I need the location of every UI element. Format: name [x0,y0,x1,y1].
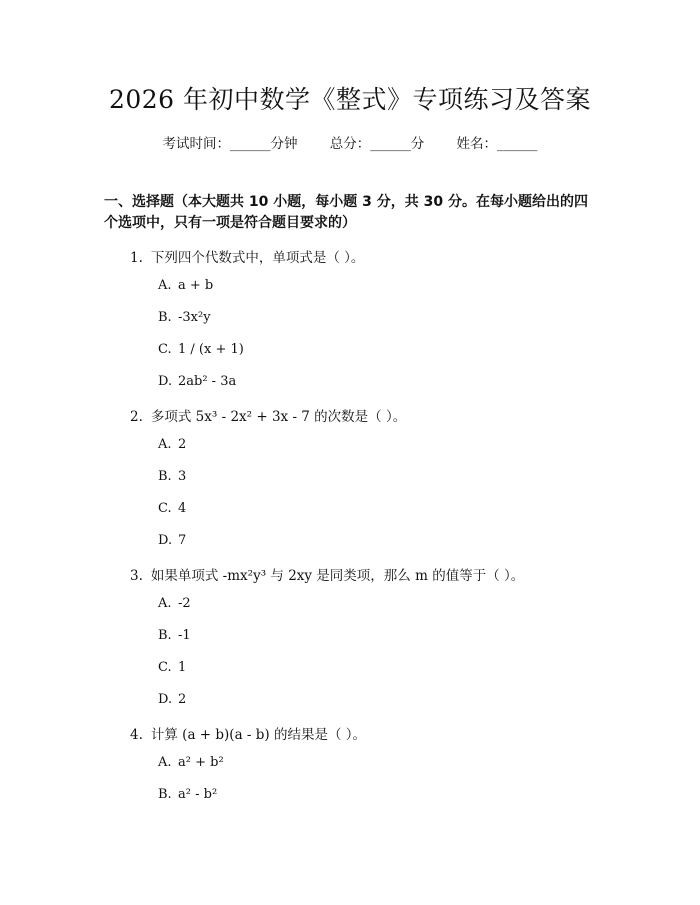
option-letter: B. [158,310,172,325]
question-2-option-b [158,469,186,484]
question-text: 多项式 5x³ - 2x² + 3x - 7 的次数是（ ）。 [150,409,407,425]
question-number: 1. [130,250,143,266]
option-letter: C. [158,660,172,675]
section-heading: 一、选择题（本大题共 10 小题，每小题 3 分，共 30 分。在每小题给出的四个选项中，只有一项是符合题目要求的） [104,194,588,231]
question-4 [130,723,366,743]
question-1-option-a [158,278,213,293]
option-letter: A. [158,755,172,770]
question-2-option-c [158,501,186,516]
option-letter: C. [158,342,172,357]
option-text: 7 [178,533,187,548]
question-3 [130,564,524,584]
option-text: 1 [178,660,187,675]
option-letter: A. [158,278,172,293]
option-text: 3 [178,469,187,484]
question-2-option-d [158,533,186,548]
option-text: 2ab² - 3a [178,374,237,389]
question-2-option-a [158,437,186,452]
question-text: 下列四个代数式中，单项式是（ ）。 [150,250,365,266]
name-field: 姓名：______ [456,136,538,152]
question-text: 如果单项式 -mx²y³ 与 2xy 是同类项，那么 m 的值等于（ ）。 [150,568,525,584]
option-letter: B. [158,469,172,484]
option-letter: A. [158,596,172,611]
option-letter: B. [158,628,172,643]
question-3-option-d [158,692,186,707]
question-1-option-c [158,342,244,357]
question-text: 计算 (a + b)(a - b) 的结果是（ ）。 [150,727,367,743]
question-number: 2. [130,409,143,425]
question-1 [130,246,364,266]
option-text: -3x²y [178,310,211,325]
question-2 [130,405,406,425]
question-3-option-b [158,628,191,643]
option-letter: D. [158,533,173,548]
question-1-option-d [158,374,236,389]
option-text: -2 [178,596,191,611]
option-text: 1 / (x + 1) [178,342,244,357]
option-letter: D. [158,374,173,389]
option-text: 4 [178,501,187,516]
question-3-option-a [158,596,191,611]
option-text: a + b [178,278,214,293]
exam-info-line [0,132,700,152]
question-4-option-a [158,755,224,770]
question-number: 4. [130,727,143,743]
question-4-option-b [158,787,217,802]
option-text: a² + b² [178,755,224,770]
option-letter: B. [158,787,172,802]
option-letter: C. [158,501,172,516]
document-title: 2026 年初中数学《整式》专项练习及答案 [108,85,592,114]
option-text: 2 [178,437,187,452]
option-letter: A. [158,437,172,452]
question-1-option-b [158,310,211,325]
question-3-option-c [158,660,186,675]
option-text: -1 [178,628,191,643]
total-score-field: 总分：______分 [329,136,425,152]
option-text: 2 [178,692,187,707]
option-text: a² - b² [178,787,218,802]
exam-time-field: 考试时间：______分钟 [162,136,298,152]
question-number: 3. [130,568,143,584]
option-letter: D. [158,692,173,707]
